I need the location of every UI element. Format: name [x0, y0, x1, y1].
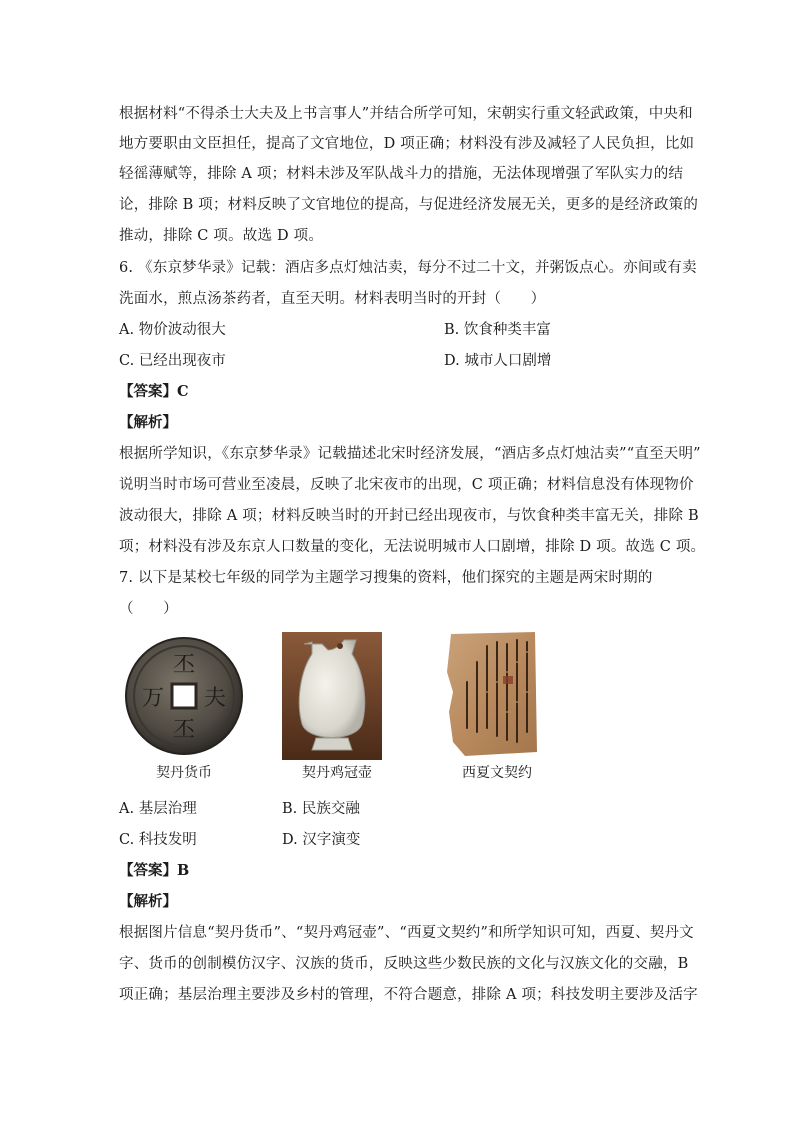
- q6-stem-line: 6. 《东京梦华录》记载：酒店多点灯烛沽卖，每分不过二十文，并粥饭点心。亦间或有卖: [119, 260, 697, 276]
- q6-option-c: C. 已经出现夜市: [119, 353, 226, 369]
- q7-option-c: C. 科技发明: [119, 832, 197, 848]
- q6-option-a: A. 物价波动很大: [119, 322, 226, 338]
- q6-analysis-line: 项；材料没有涉及东京人口数量的变化，无法说明城市人口剧增，排除 D 项。故选 C 项。: [119, 539, 706, 555]
- q7-answer: 【答案】B: [119, 862, 190, 879]
- pot-caption: 契丹鸡冠壶: [302, 765, 372, 781]
- q7-analysis-line: 项正确；基层治理主要涉及乡村的管理，不符合题意，排除 A 项；科技发明主要涉及活字: [119, 987, 698, 1003]
- q5-analysis-line: 推动，排除 C 项。故选 D 项。: [119, 228, 324, 244]
- q7-analysis-line: 根据图片信息“契丹货币”、“契丹鸡冠壶”、“西夏文契约”和所学知识可知，西夏、契丹文: [119, 925, 694, 941]
- q5-analysis-line: 轻徭薄赋等，排除 A 项；材料未涉及军队战斗力的措施，无法体现增强了军队实力的结: [119, 166, 684, 182]
- q5-analysis-line: 地方要职由文臣担任，提高了文官地位，D 项正确；材料没有涉及减轻了人民负担，比如: [119, 136, 695, 152]
- contract-caption: 西夏文契约: [462, 765, 532, 781]
- coin-glyph-left: 万: [141, 686, 165, 711]
- coin-glyph-top: 丕: [172, 653, 196, 678]
- khitan-pot-image: [282, 632, 382, 760]
- q6-analysis-line: 根据所学知识，《东京梦华录》记载描述北宋时经济发展，“酒店多点灯烛沽卖”“直至天明”: [119, 446, 701, 462]
- q6-option-d: D. 城市人口剧增: [444, 353, 552, 369]
- q7-analysis-line: 字、货币的创制模仿汉字、汉族的货币，反映这些少数民族的文化与汉族文化的交融，B: [119, 956, 689, 972]
- q7-option-b: B. 民族交融: [282, 801, 360, 817]
- q6-analysis-line: 波动很大，排除 A 项；材料反映当时的开封已经出现夜市，与饮食种类丰富无关，排除 B: [119, 508, 699, 524]
- q7-option-d: D. 汉字演变: [282, 832, 361, 848]
- q6-answer: 【答案】C: [119, 383, 189, 400]
- q5-analysis-line: 根据材料“不得杀士大夫及上书言事人”并结合所学可知，宋朝实行重文轻武政策，中央和: [119, 106, 693, 122]
- q7-option-a: A. 基层治理: [119, 801, 197, 817]
- q6-analysis-title: 【解析】: [119, 414, 177, 431]
- coin-caption: 契丹货币: [156, 765, 212, 781]
- q6-option-b: B. 饮食种类丰富: [444, 322, 551, 338]
- coin-glyph-right: 夫: [203, 686, 227, 711]
- q7-stem-line: 7. 以下是某校七年级的同学为主题学习搜集的资料，他们探究的主题是两宋时期的: [119, 570, 653, 586]
- q7-stem-line: （ ）: [119, 601, 178, 617]
- q6-analysis-line: 说明当时市场可营业至凌晨，反映了北宋夜市的出现，C 项正确；材料信息没有体现物价: [119, 477, 694, 493]
- q7-analysis-title: 【解析】: [119, 893, 177, 910]
- xixia-contract-image: [447, 632, 537, 756]
- coin-glyph-bottom: 丕: [172, 718, 196, 743]
- q5-analysis-line: 论，排除 B 项；材料反映了文官地位的提高，与促进经济发展无关，更多的是经济政策的: [119, 197, 699, 213]
- khitan-coin-image: [124, 636, 244, 756]
- q6-stem-line: 洗面水，煎点汤茶药者，直至天明。材料表明当时的开封（ ）: [119, 291, 546, 307]
